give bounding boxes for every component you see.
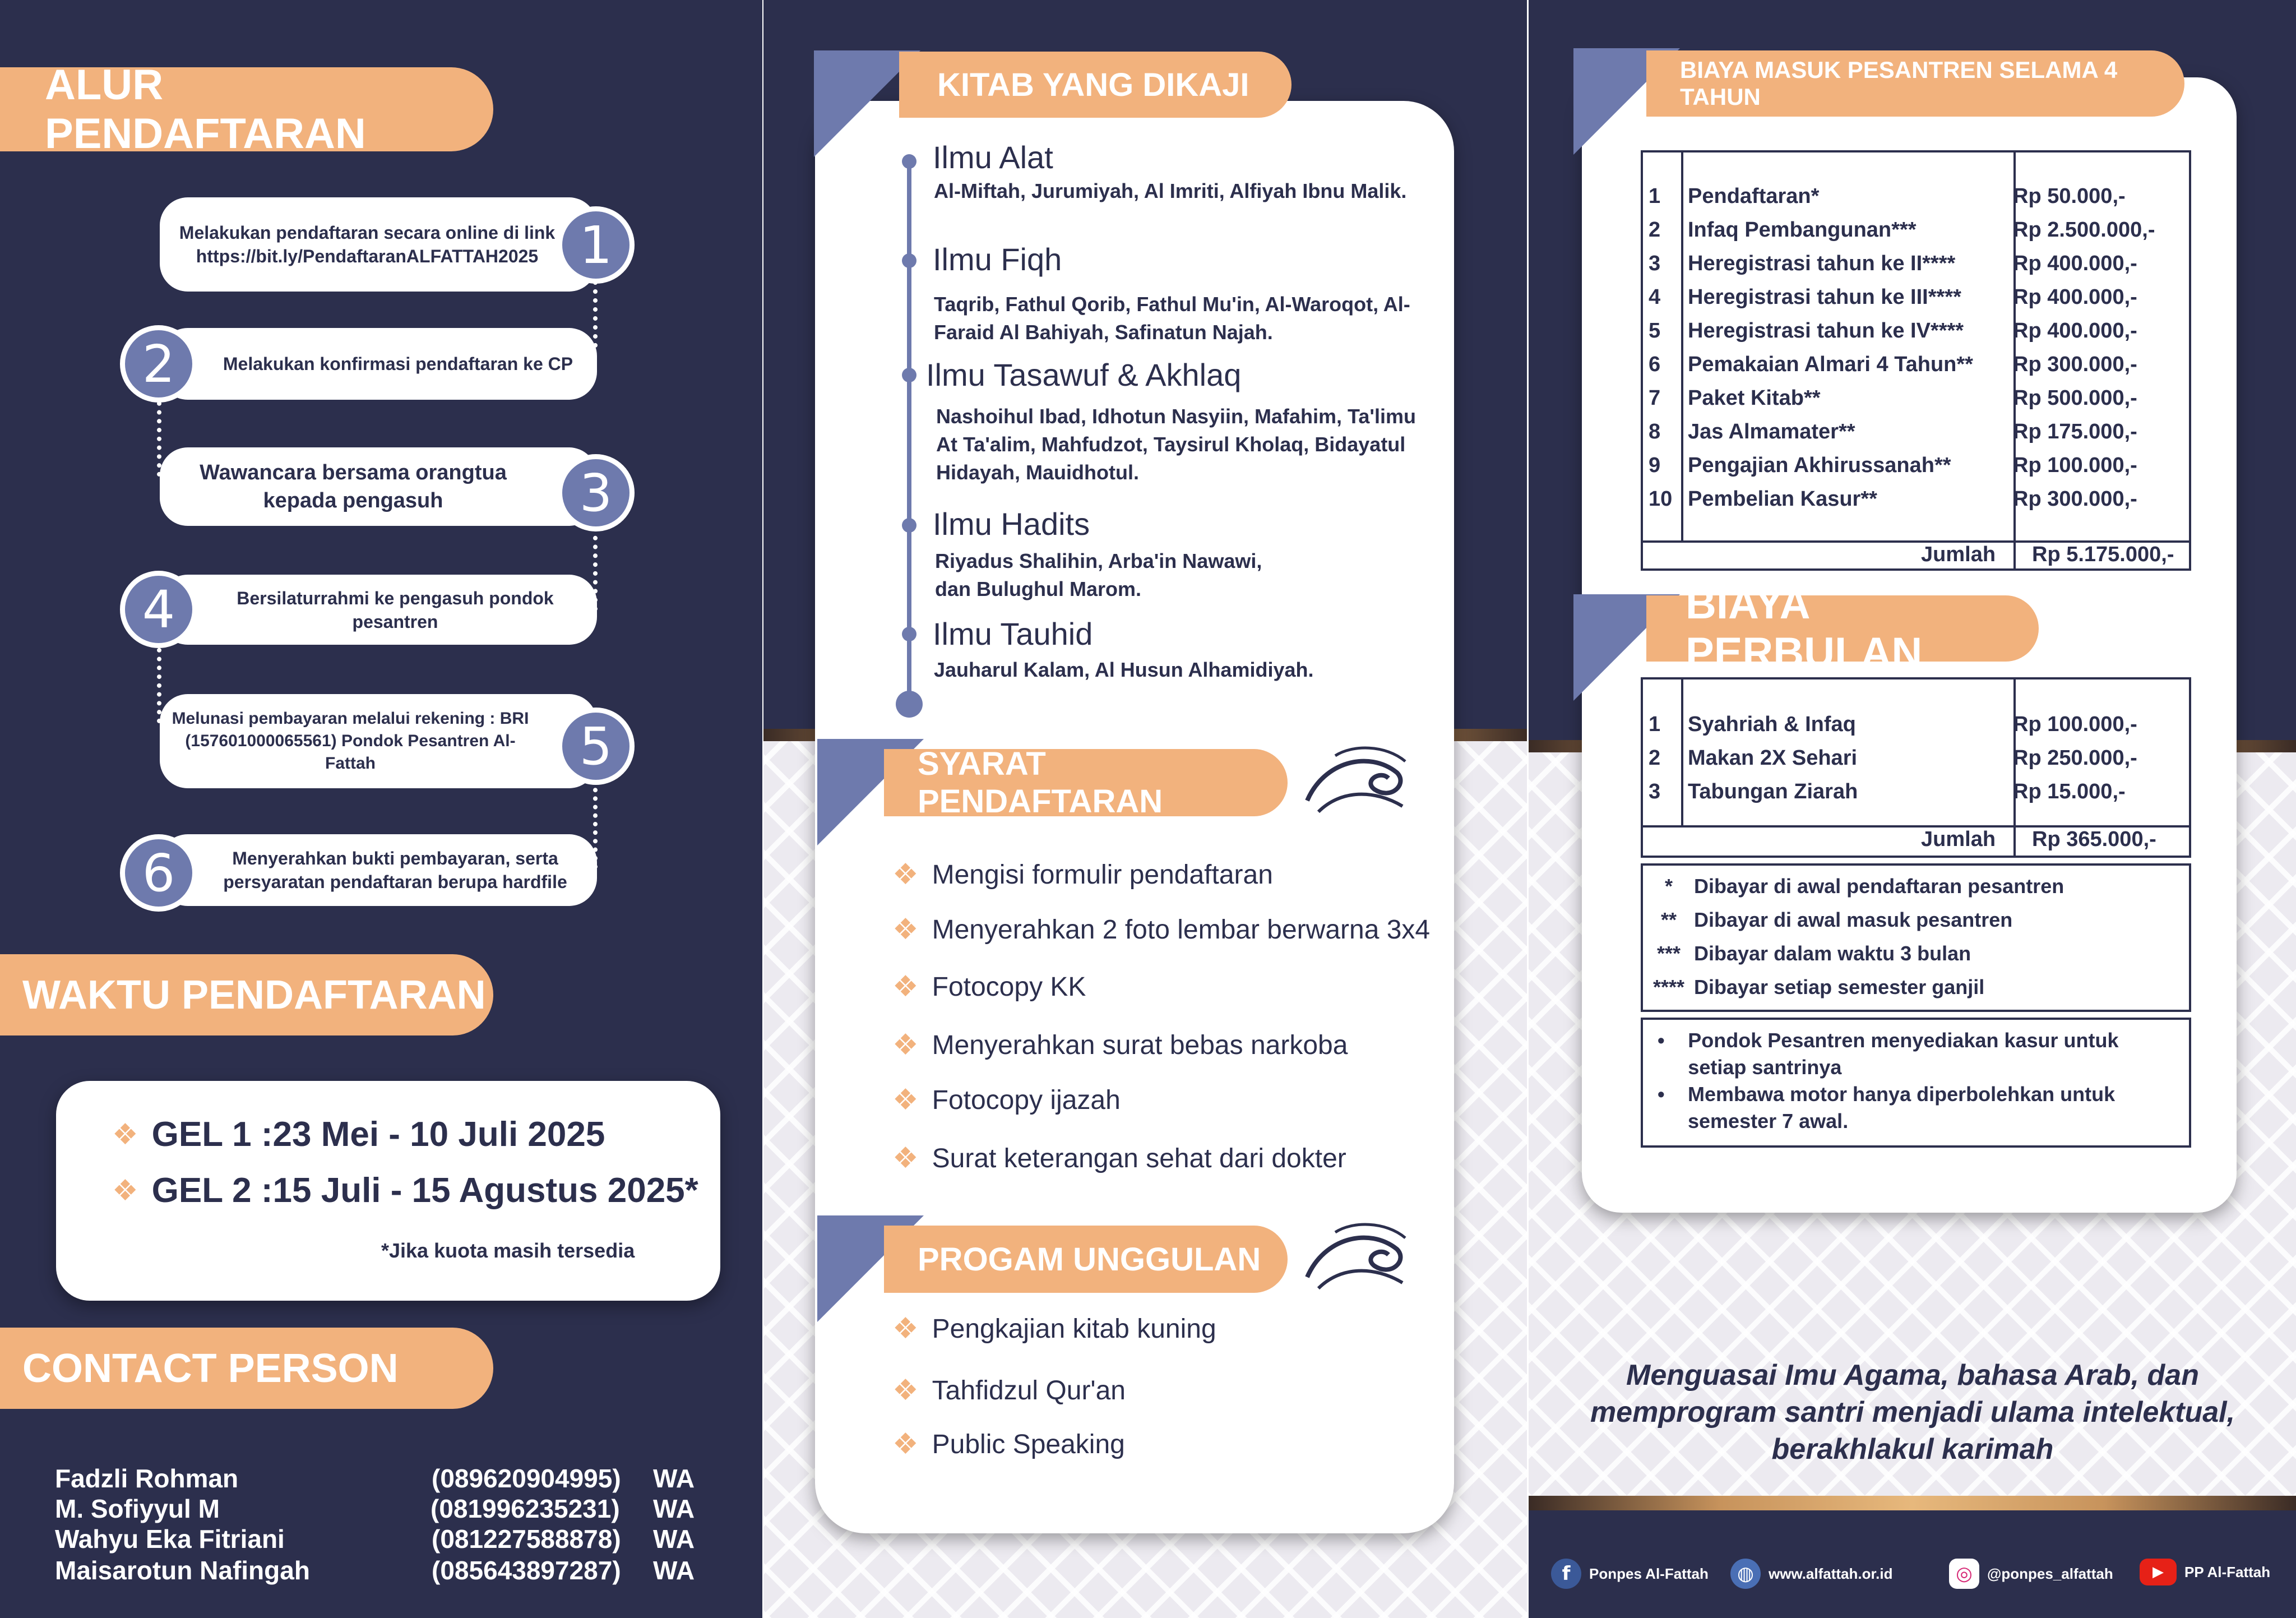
note-item <box>1644 942 1971 965</box>
contact-phone[interactable]: (081227588878) <box>432 1524 621 1554</box>
note-item <box>1644 976 1984 999</box>
kitab-title-hadits: Ilmu Hadits <box>933 506 1090 542</box>
syarat-item: ❖ Menyerahkan surat bebas narkoba <box>892 1028 1348 1062</box>
bullet-icon: • <box>1658 1029 1665 1052</box>
fee-row <box>1643 415 2187 449</box>
note-item <box>1644 908 2012 932</box>
monthly-table <box>1643 708 2187 808</box>
contact-name: Fadzli Rohman <box>55 1464 239 1493</box>
kitab-title-tasawuf: Ilmu Tasawuf & Akhlaq <box>926 357 1242 392</box>
diamond-bullet-icon: ❖ <box>112 1117 138 1152</box>
syarat-item: ❖ Fotocopy ijazah <box>892 1083 1121 1117</box>
fee-item: Makan 2X Sehari <box>1688 746 1858 770</box>
connector <box>157 392 161 477</box>
fee-amount: Rp 400.000,- <box>2013 318 2137 343</box>
website-link[interactable]: ◍ www.alfattah.or.id <box>1730 1559 1893 1589</box>
monthly-total: Rp 365.000,- <box>2032 828 2156 851</box>
note-text: Dibayar di awal masuk pesantren <box>1694 908 2013 931</box>
monthly-total-label: Jumlah <box>1921 828 1996 851</box>
diamond-bullet-icon: ❖ <box>112 1173 138 1208</box>
fee-no: 6 <box>1649 352 1661 376</box>
facebook-link[interactable]: f Ponpes Al-Fattah <box>1551 1559 1709 1589</box>
kuota-note: *Jika kuota masih tersedia <box>381 1239 635 1262</box>
fee-no: 3 <box>1649 779 1661 803</box>
panel-left <box>0 0 763 1618</box>
fee-amount: Rp 100.000,- <box>2013 453 2137 477</box>
fee-row <box>1643 179 2187 213</box>
fee-item: Pemakaian Almari 4 Tahun** <box>1688 352 1973 376</box>
fee-row <box>1643 348 2187 381</box>
instagram-link[interactable]: ◎ @ponpes_alfattah <box>1949 1559 2113 1589</box>
step-3-number: 3 <box>557 454 635 531</box>
fee-amount: Rp 250.000,- <box>2013 746 2137 770</box>
alur-header: ALUR PENDAFTARAN <box>0 67 493 151</box>
fee-amount: Rp 400.000,- <box>2013 285 2137 309</box>
kitab-desc: Nashoihul Ibad, Idhotun Nasyiin, Mafahim, Ta'limu At Ta'alim, Mahfudzot, Taysirul Kholaq, Bidayatul Hidayah, Mauidhotul. <box>936 405 1416 484</box>
fee-table <box>1643 179 2187 516</box>
facebook-icon: f <box>1551 1559 1581 1589</box>
kitab-desc: Taqrib, Fathul Qorib, Fathul Mu'in, Al-Waroqot, Al-Faraid Al Bahiyah, Safinatun Najah. <box>934 293 1410 344</box>
gel-2: ❖ GEL 2 :15 Juli - 15 Agustus 2025* <box>112 1171 698 1210</box>
fee-amount: Rp 500.000,- <box>2013 386 2137 410</box>
contact-via: WA <box>653 1524 695 1554</box>
contact-via: WA <box>653 1556 695 1585</box>
fee-no: 9 <box>1649 453 1661 477</box>
contact-via: WA <box>653 1494 695 1523</box>
ornament-icon <box>1302 739 1414 823</box>
youtube-link[interactable]: ▶ PP Al-Fattah <box>2140 1559 2270 1585</box>
diamond-bullet-icon: ❖ <box>892 1427 919 1461</box>
contact-phone[interactable]: (085643897287) <box>432 1556 621 1585</box>
fee-row <box>1643 381 2187 415</box>
fee-amount: Rp 15.000,- <box>2013 779 2126 803</box>
fee-row <box>1643 708 2187 741</box>
fee-item: Infaq Pembangunan*** <box>1688 218 1917 242</box>
fee-row <box>1643 213 2187 247</box>
kitab-desc: Al-Miftah, Jurumiyah, Al Imriti, Alfiyah Ibnu Malik. <box>934 179 1407 202</box>
program-item: ❖ Public Speaking <box>892 1427 1125 1461</box>
fee-no: 2 <box>1649 218 1661 242</box>
kitab-title-tauhid: Ilmu Tauhid <box>933 616 1093 651</box>
waktu-card <box>56 1081 720 1301</box>
note-mark: ** <box>1660 908 1677 931</box>
program-item: ❖ Tahfidzul Qur'an <box>892 1374 1126 1407</box>
timeline-end <box>896 691 923 718</box>
syarat-item: ❖ Fotocopy KK <box>892 970 1086 1004</box>
timeline-line <box>907 157 911 706</box>
fee-amount: Rp 300.000,- <box>2013 352 2137 376</box>
connector <box>593 280 598 348</box>
fee-amount: Rp 300.000,- <box>2013 487 2137 511</box>
contact-name: M. Sofiyyul M <box>55 1494 220 1523</box>
timeline-dot <box>902 154 916 169</box>
kitab-title-fiqh: Ilmu Fiqh <box>933 242 1062 277</box>
contact-header: CONTACT PERSON <box>0 1328 493 1409</box>
timeline-dot <box>902 627 916 641</box>
kitab-header: KITAB YANG DIKAJI <box>899 52 1292 118</box>
fee-row <box>1643 482 2187 516</box>
fee-item: Syahriah & Infaq <box>1688 712 1856 736</box>
gold-ribbon <box>1529 1496 2296 1510</box>
fee-row <box>1643 741 2187 775</box>
fee-item: Paket Kitab** <box>1688 386 1821 410</box>
note-text: Dibayar setiap semester ganjil <box>1694 976 1985 998</box>
note-mark: *** <box>1656 942 1681 965</box>
fee-item: Jas Almamater** <box>1688 419 1855 443</box>
step-4-number: 4 <box>120 571 197 648</box>
syarat-item: ❖ Menyerahkan 2 foto lembar berwarna 3x4 <box>892 913 1431 946</box>
note-mark: **** <box>1652 976 1685 998</box>
diamond-bullet-icon: ❖ <box>892 1374 919 1407</box>
info-item: • Pondok Pesantren menyediakan kasur untuk setiap santrinya <box>1658 1027 2173 1081</box>
biaya-masuk-header: BIAYA MASUK PESANTREN SELAMA 4 TAHUN <box>1646 50 2184 117</box>
timeline-dot <box>902 518 916 533</box>
step-5: Melunasi pembayaran melalui rekening : BRI (157601000065561) Pondok Pesantren Al-Fattah <box>160 694 597 788</box>
fee-row <box>1643 280 2187 314</box>
kitab-desc: Jauharul Kalam, Al Husun Alhamidiyah. <box>934 658 1314 681</box>
fee-item: Tabungan Ziarah <box>1688 779 1858 803</box>
fee-amount: Rp 2.500.000,- <box>2013 218 2155 242</box>
gel-1: ❖ GEL 1 :23 Mei - 10 Juli 2025 <box>112 1115 605 1154</box>
fee-item: Pendaftaran* <box>1688 184 1820 208</box>
fee-no: 10 <box>1649 487 1673 511</box>
diamond-bullet-icon: ❖ <box>892 970 919 1004</box>
fee-row <box>1643 247 2187 280</box>
waktu-header: WAKTU PENDAFTARAN <box>0 954 493 1035</box>
diamond-bullet-icon: ❖ <box>892 1141 919 1175</box>
step-5-number: 5 <box>557 708 635 785</box>
syarat-item: ❖ Surat keterangan sehat dari dokter <box>892 1141 1346 1175</box>
contact-phone[interactable]: (089620904995) <box>432 1464 621 1493</box>
fee-total-label: Jumlah <box>1921 543 1996 566</box>
step-6: Menyerahkan bukti pembayaran, serta persyaratan pendaftaran berupa hardfile <box>160 834 597 906</box>
fee-no: 1 <box>1649 712 1661 736</box>
panel-middle <box>763 0 1529 1618</box>
step-1: Melakukan pendaftaran secara online di link https://bit.ly/PendaftaranALFATTAH2025 <box>160 197 597 292</box>
connector <box>157 639 161 723</box>
info-item: • Membawa motor hanya diperbolehkan untuk semester 7 awal. <box>1658 1081 2173 1135</box>
step-2: Melakukan konfirmasi pendaftaran ke CP <box>160 328 597 400</box>
fee-no: 7 <box>1649 386 1661 410</box>
fee-item: Pembelian Kasur** <box>1688 487 1877 511</box>
fee-item: Pengajian Akhirussanah** <box>1688 453 1951 477</box>
fee-no: 8 <box>1649 419 1661 443</box>
diamond-bullet-icon: ❖ <box>892 1083 919 1117</box>
contact-phone[interactable]: (081996235231) <box>430 1494 620 1523</box>
fee-amount: Rp 175.000,- <box>2013 419 2137 443</box>
globe-icon: ◍ <box>1730 1559 1761 1589</box>
fee-no: 2 <box>1649 746 1661 770</box>
note-item <box>1644 875 2064 898</box>
contact-name: Maisarotun Nafingah <box>55 1556 310 1585</box>
note-text: Dibayar di awal pendaftaran pesantren <box>1694 875 2064 898</box>
tagline: Menguasai Imu Agama, bahasa Arab, dan memprogram santri menjadi ulama intelektual, berakhlakul karimah <box>1590 1359 2235 1466</box>
fee-no: 3 <box>1649 251 1661 275</box>
step-1-number: 1 <box>557 206 635 284</box>
note-mark: * <box>1664 875 1673 898</box>
step-6-number: 6 <box>120 834 197 912</box>
fee-no: 4 <box>1649 285 1661 309</box>
diamond-bullet-icon: ❖ <box>892 858 919 891</box>
fee-row <box>1643 449 2187 482</box>
ornament-icon <box>1302 1215 1414 1300</box>
syarat-header: SYARAT PENDAFTARAN <box>884 749 1288 816</box>
fee-no: 5 <box>1649 318 1661 343</box>
fee-amount: Rp 400.000,- <box>2013 251 2137 275</box>
youtube-icon: ▶ <box>2140 1559 2177 1585</box>
fee-item: Heregistrasi tahun ke IV**** <box>1688 318 1964 343</box>
kitab-desc: Riyadus Shalihin, Arba'in Nawawi, dan Bulughul Marom. <box>935 549 1262 600</box>
bullet-icon: • <box>1658 1083 1665 1106</box>
program-item: ❖ Pengkajian kitab kuning <box>892 1312 1216 1346</box>
note-text: Dibayar dalam waktu 3 bulan <box>1694 942 1971 965</box>
timeline-dot <box>902 253 916 268</box>
contact-via: WA <box>653 1464 695 1493</box>
fee-amount: Rp 100.000,- <box>2013 712 2137 736</box>
contact-name: Wahyu Eka Fitriani <box>55 1524 285 1554</box>
fee-row <box>1643 775 2187 808</box>
fee-amount: Rp 50.000,- <box>2013 184 2126 208</box>
biaya-bulan-header: BIAYA PERBULAN <box>1646 595 2039 662</box>
fee-no: 1 <box>1649 184 1661 208</box>
syarat-item: ❖ Mengisi formulir pendaftaran <box>892 858 1273 891</box>
timeline-dot <box>902 368 916 382</box>
fee-item: Heregistrasi tahun ke II**** <box>1688 251 1956 275</box>
instagram-icon: ◎ <box>1949 1559 1979 1589</box>
step-2-number: 2 <box>120 325 197 403</box>
fee-total: Rp 5.175.000,- <box>2032 543 2174 566</box>
info-list <box>1658 1027 2173 1135</box>
diamond-bullet-icon: ❖ <box>892 913 919 946</box>
diamond-bullet-icon: ❖ <box>892 1312 919 1346</box>
program-header: PROGAM UNGGULAN <box>884 1226 1288 1293</box>
kitab-title-alat: Ilmu Alat <box>933 140 1053 175</box>
step-4: Bersilaturrahmi ke pengasuh pondok pesantren <box>160 575 597 645</box>
diamond-bullet-icon: ❖ <box>892 1028 919 1062</box>
panel-right <box>1529 0 2296 1618</box>
fee-row <box>1643 314 2187 348</box>
fee-item: Heregistrasi tahun ke III**** <box>1688 285 1961 309</box>
step-3: Wawancara bersama orangtua kepada pengasuh <box>160 447 597 526</box>
